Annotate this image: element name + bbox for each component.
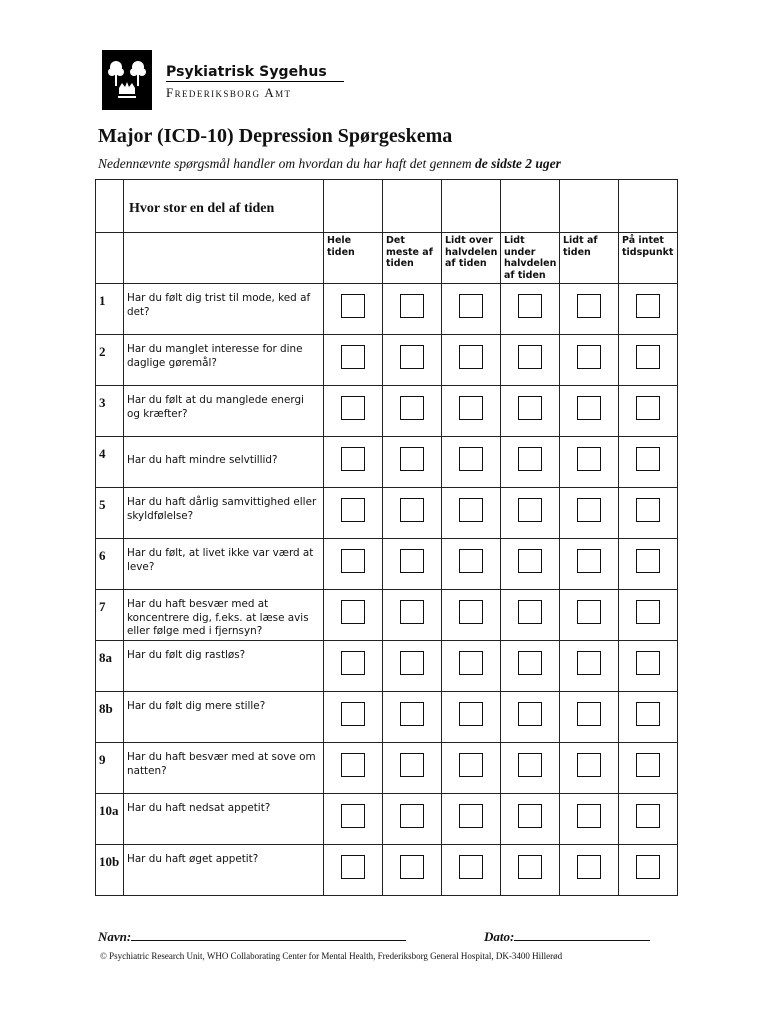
answer-checkbox[interactable] — [400, 294, 424, 318]
answer-cell — [619, 692, 678, 743]
answer-checkbox[interactable] — [577, 498, 601, 522]
table-row — [96, 335, 678, 386]
name-line[interactable] — [131, 929, 406, 941]
answer-cell — [442, 284, 501, 335]
name-label: Navn: — [98, 929, 132, 944]
answer-checkbox[interactable] — [577, 651, 601, 675]
answer-cell — [560, 794, 619, 845]
answer-checkbox[interactable] — [459, 294, 483, 318]
answer-checkbox[interactable] — [459, 600, 483, 624]
column-header-4: Lidt under halvdelen af tiden — [501, 233, 560, 284]
answer-checkbox[interactable] — [636, 855, 660, 879]
answer-cell — [501, 284, 560, 335]
answer-checkbox[interactable] — [400, 345, 424, 369]
answer-cell — [324, 284, 383, 335]
answer-cell — [619, 539, 678, 590]
question-number: 7 — [99, 599, 106, 614]
question-text: Har du haft dårlig samvittighed eller skyldfølelse? — [127, 496, 317, 522]
question-number-cell — [96, 743, 124, 794]
answer-cell — [501, 641, 560, 692]
answer-checkbox[interactable] — [636, 753, 660, 777]
question-text: Har du følt dig rastløs? — [127, 649, 246, 661]
answer-checkbox[interactable] — [459, 651, 483, 675]
table-row — [96, 590, 678, 641]
answer-checkbox[interactable] — [577, 447, 601, 471]
answer-cell — [560, 335, 619, 386]
answer-cell — [442, 437, 501, 488]
answer-cell — [501, 590, 560, 641]
org-subtitle: Frederiksborg Amt — [166, 85, 292, 100]
answer-cell — [501, 335, 560, 386]
question-number-cell — [96, 539, 124, 590]
answer-checkbox[interactable] — [636, 600, 660, 624]
answer-cell — [442, 590, 501, 641]
answer-checkbox[interactable] — [636, 498, 660, 522]
table-header-row — [96, 180, 678, 233]
answer-cell — [324, 437, 383, 488]
answer-checkbox[interactable] — [518, 345, 542, 369]
answer-cell — [383, 386, 442, 437]
question-number: 8a — [99, 650, 112, 665]
answer-checkbox[interactable] — [341, 855, 365, 879]
answer-checkbox[interactable] — [577, 294, 601, 318]
answer-cell — [324, 539, 383, 590]
answer-checkbox[interactable] — [459, 396, 483, 420]
header-blank-cell — [560, 180, 619, 233]
question-number: 10b — [99, 854, 120, 869]
date-field[interactable] — [484, 929, 650, 945]
question-text-cell — [124, 743, 324, 794]
answer-checkbox[interactable] — [459, 498, 483, 522]
answer-cell — [324, 488, 383, 539]
answer-checkbox[interactable] — [518, 855, 542, 879]
question-number-cell — [96, 284, 124, 335]
answer-cell — [383, 845, 442, 896]
answer-checkbox[interactable] — [341, 804, 365, 828]
answer-cell — [560, 437, 619, 488]
answer-cell — [383, 284, 442, 335]
answer-checkbox[interactable] — [400, 396, 424, 420]
answer-checkbox[interactable] — [518, 498, 542, 522]
answer-cell — [619, 590, 678, 641]
answer-cell — [324, 641, 383, 692]
answer-cell — [442, 692, 501, 743]
answer-checkbox[interactable] — [400, 651, 424, 675]
answer-cell — [442, 794, 501, 845]
answer-cell — [383, 539, 442, 590]
answer-checkbox[interactable] — [636, 396, 660, 420]
answer-checkbox[interactable] — [577, 855, 601, 879]
question-text-cell — [124, 539, 324, 590]
answer-checkbox[interactable] — [636, 345, 660, 369]
table-row — [96, 692, 678, 743]
answer-checkbox[interactable] — [400, 447, 424, 471]
answer-cell — [383, 692, 442, 743]
column-header-6: På intet tidspunkt — [619, 233, 678, 284]
question-text: Har du haft mindre selvtillid? — [127, 454, 278, 466]
answer-cell — [383, 335, 442, 386]
column-header-3: Lidt over halvdelen af tiden — [442, 233, 501, 284]
question-text-cell — [124, 437, 324, 488]
answer-cell — [501, 692, 560, 743]
answer-checkbox[interactable] — [518, 804, 542, 828]
answer-cell — [560, 488, 619, 539]
answer-cell — [560, 692, 619, 743]
answer-cell — [324, 743, 383, 794]
question-text: Har du følt dig mere stille? — [127, 700, 266, 712]
answer-checkbox[interactable] — [400, 600, 424, 624]
answer-checkbox[interactable] — [341, 396, 365, 420]
question-number-cell — [96, 590, 124, 641]
question-number-cell — [96, 845, 124, 896]
answer-cell — [619, 641, 678, 692]
answer-cell — [619, 284, 678, 335]
answer-cell — [501, 743, 560, 794]
answer-checkbox[interactable] — [459, 345, 483, 369]
answer-cell — [383, 437, 442, 488]
question-number-cell — [96, 488, 124, 539]
answer-checkbox[interactable] — [518, 294, 542, 318]
question-number-cell — [96, 794, 124, 845]
answer-checkbox[interactable] — [341, 600, 365, 624]
question-number-cell — [96, 335, 124, 386]
answer-checkbox[interactable] — [577, 702, 601, 726]
question-text-cell — [124, 386, 324, 437]
question-number: 4 — [99, 446, 106, 461]
question-text-cell — [124, 641, 324, 692]
answer-checkbox[interactable] — [341, 345, 365, 369]
question-number-cell — [96, 641, 124, 692]
question-text: Har du følt dig trist til mode, ked af det? — [127, 292, 311, 318]
date-line[interactable] — [514, 929, 650, 941]
answer-checkbox[interactable] — [341, 447, 365, 471]
question-text-cell — [124, 794, 324, 845]
answer-checkbox[interactable] — [341, 498, 365, 522]
answer-cell — [383, 641, 442, 692]
header-blank-cell — [324, 180, 383, 233]
answer-checkbox[interactable] — [400, 804, 424, 828]
answer-checkbox[interactable] — [636, 549, 660, 573]
question-text: Har du følt, at livet ikke var værd at leve? — [127, 547, 314, 573]
answer-checkbox[interactable] — [577, 753, 601, 777]
table-row — [96, 641, 678, 692]
answer-cell — [442, 386, 501, 437]
column-header-1: Hele tiden — [324, 233, 383, 284]
answer-cell — [324, 794, 383, 845]
answer-checkbox[interactable] — [459, 447, 483, 471]
questionnaire-table — [95, 179, 678, 896]
answer-cell — [324, 335, 383, 386]
answer-cell — [619, 845, 678, 896]
hospital-logo-icon — [102, 50, 152, 110]
answer-cell — [619, 386, 678, 437]
header-blank-cell — [442, 180, 501, 233]
table-row — [96, 743, 678, 794]
answer-checkbox[interactable] — [636, 294, 660, 318]
answer-cell — [560, 386, 619, 437]
answer-cell — [560, 590, 619, 641]
answer-checkbox[interactable] — [341, 651, 365, 675]
answer-checkbox[interactable] — [518, 600, 542, 624]
question-text: Har du haft nedsat appetit? — [127, 802, 271, 814]
answer-checkbox[interactable] — [636, 804, 660, 828]
table-row — [96, 794, 678, 845]
answer-checkbox[interactable] — [577, 345, 601, 369]
column-header-2: Det meste af tiden — [383, 233, 442, 284]
question-text-cell — [124, 284, 324, 335]
question-number-cell — [96, 692, 124, 743]
answer-cell — [442, 335, 501, 386]
answer-checkbox[interactable] — [577, 396, 601, 420]
question-text: Har du haft besvær med at koncentrere dig, f.eks. at læse avis eller følge med i fjernsyn? — [127, 598, 309, 637]
answer-cell — [560, 641, 619, 692]
question-number: 5 — [99, 497, 106, 512]
answer-checkbox[interactable] — [400, 855, 424, 879]
table-head-label: Hvor stor en del af tiden — [129, 201, 275, 216]
column-header-5: Lidt af tiden — [560, 233, 619, 284]
answer-cell — [560, 743, 619, 794]
column-header-row — [96, 233, 678, 284]
question-number-cell — [96, 386, 124, 437]
answer-checkbox[interactable] — [577, 804, 601, 828]
answer-cell — [501, 845, 560, 896]
page-subtitle — [98, 156, 561, 172]
footer-copyright: © Psychiatric Research Unit, WHO Collaborating Center for Mental Health, Frederiksborg General Hospital, DK-3400 Hillerød — [100, 951, 563, 961]
answer-cell — [501, 437, 560, 488]
answer-checkbox[interactable] — [577, 600, 601, 624]
header-label-cell — [124, 180, 324, 233]
answer-checkbox[interactable] — [400, 549, 424, 573]
question-text-cell — [124, 692, 324, 743]
answer-checkbox[interactable] — [341, 549, 365, 573]
answer-cell — [619, 743, 678, 794]
answer-checkbox[interactable] — [518, 753, 542, 777]
answer-cell — [442, 539, 501, 590]
question-text: Har du manglet interesse for dine daglige gøremål? — [127, 343, 303, 369]
answer-checkbox[interactable] — [636, 702, 660, 726]
answer-cell — [501, 539, 560, 590]
answer-cell — [442, 743, 501, 794]
answer-cell — [501, 488, 560, 539]
table-row — [96, 488, 678, 539]
answer-checkbox[interactable] — [459, 702, 483, 726]
column-header-empty — [124, 233, 324, 284]
question-number: 1 — [99, 293, 106, 308]
table-row — [96, 539, 678, 590]
page-title: Major (ICD-10) Depression Spørgeskema — [98, 125, 453, 147]
question-number: 3 — [99, 395, 106, 410]
header-blank-cell — [619, 180, 678, 233]
answer-checkbox[interactable] — [518, 549, 542, 573]
question-text-cell — [124, 335, 324, 386]
answer-cell — [619, 437, 678, 488]
answer-cell — [619, 488, 678, 539]
answer-cell — [383, 794, 442, 845]
answer-cell — [324, 386, 383, 437]
answer-checkbox[interactable] — [518, 651, 542, 675]
answer-checkbox[interactable] — [636, 447, 660, 471]
answer-cell — [324, 692, 383, 743]
answer-checkbox[interactable] — [518, 447, 542, 471]
answer-checkbox[interactable] — [400, 498, 424, 522]
table-row — [96, 284, 678, 335]
question-text: Har du haft øget appetit? — [127, 853, 259, 865]
name-field[interactable] — [98, 929, 406, 945]
answer-checkbox[interactable] — [518, 396, 542, 420]
question-number: 6 — [99, 548, 106, 563]
question-text-cell — [124, 590, 324, 641]
answer-cell — [442, 641, 501, 692]
org-name: Psykiatrisk Sygehus — [166, 64, 327, 80]
answer-cell — [442, 488, 501, 539]
question-text: Har du haft besvær med at sove om natten? — [127, 751, 316, 777]
answer-cell — [560, 845, 619, 896]
subtitle-emphasis: de sidste 2 uger — [474, 156, 561, 171]
answer-cell — [383, 590, 442, 641]
answer-cell — [619, 794, 678, 845]
header-empty-cell — [96, 180, 124, 233]
column-header-empty — [96, 233, 124, 284]
answer-cell — [442, 845, 501, 896]
answer-cell — [501, 386, 560, 437]
subtitle-lead: Nedennævnte spørgsmål handler om hvordan du har haft det gennem — [98, 156, 472, 171]
header-blank-cell — [383, 180, 442, 233]
answer-checkbox[interactable] — [341, 753, 365, 777]
answer-checkbox[interactable] — [518, 702, 542, 726]
answer-cell — [560, 284, 619, 335]
answer-cell — [619, 335, 678, 386]
answer-checkbox[interactable] — [400, 702, 424, 726]
answer-checkbox[interactable] — [459, 804, 483, 828]
table-row — [96, 437, 678, 488]
question-text-cell — [124, 488, 324, 539]
answer-checkbox[interactable] — [577, 549, 601, 573]
answer-checkbox[interactable] — [341, 294, 365, 318]
answer-checkbox[interactable] — [459, 549, 483, 573]
answer-checkbox[interactable] — [459, 753, 483, 777]
answer-cell — [383, 743, 442, 794]
question-number: 8b — [99, 701, 113, 716]
answer-checkbox[interactable] — [459, 855, 483, 879]
answer-checkbox[interactable] — [636, 651, 660, 675]
question-number-cell — [96, 437, 124, 488]
question-text-cell — [124, 845, 324, 896]
date-label: Dato: — [484, 929, 515, 944]
answer-cell — [324, 590, 383, 641]
question-number: 9 — [99, 752, 106, 767]
answer-checkbox[interactable] — [400, 753, 424, 777]
answer-checkbox[interactable] — [341, 702, 365, 726]
org-rule — [166, 81, 344, 82]
answer-cell — [560, 539, 619, 590]
answer-cell — [501, 794, 560, 845]
answer-cell — [324, 845, 383, 896]
question-number: 2 — [99, 344, 106, 359]
question-number: 10a — [99, 803, 119, 818]
answer-cell — [383, 488, 442, 539]
table-row — [96, 386, 678, 437]
header-blank-cell — [501, 180, 560, 233]
question-text: Har du følt at du manglede energi og kræfter? — [127, 394, 304, 420]
table-row — [96, 845, 678, 896]
